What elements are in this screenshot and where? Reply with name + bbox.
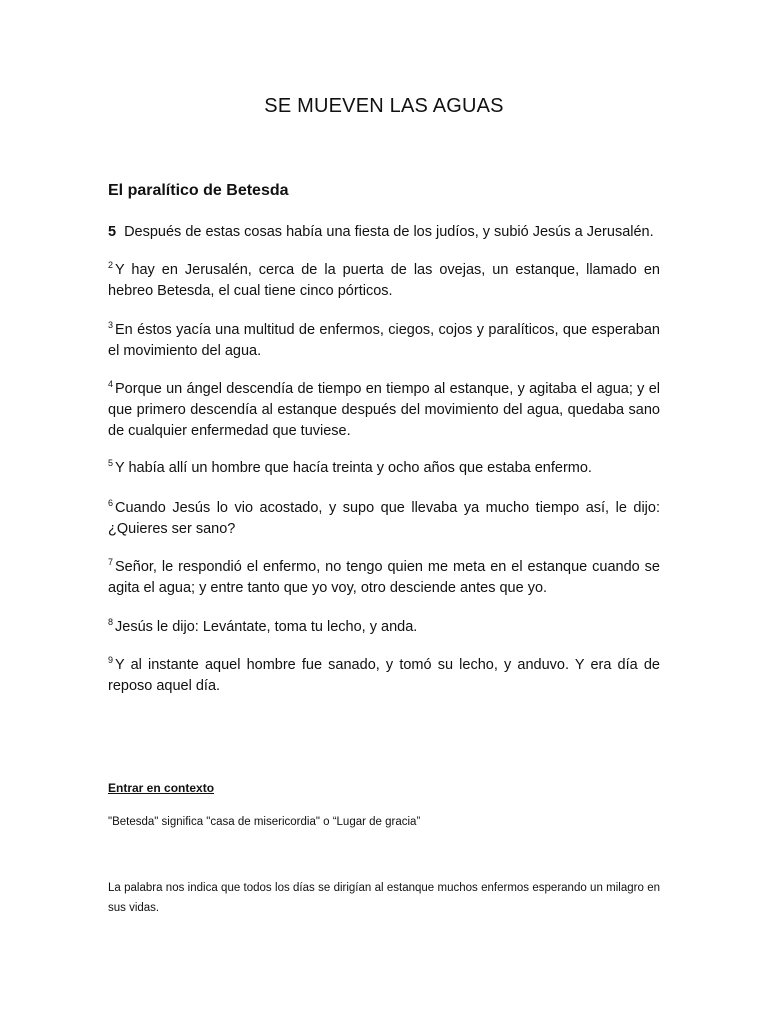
verse-text: Y había allí un hombre que hacía treinta y ocho años que estaba enfermo. [115, 460, 592, 476]
page-title: SE MUEVEN LAS AGUAS [264, 95, 504, 117]
verse-4 [108, 379, 660, 442]
verse-7 [108, 557, 660, 599]
verse-1 [108, 222, 660, 243]
verse-number: 9 [108, 655, 114, 666]
section-heading: El paralítico de Betesda [108, 182, 289, 199]
verse-number: 4 [108, 379, 114, 390]
verse-number: 5 [108, 224, 117, 240]
verse-9 [108, 655, 660, 697]
verse-6 [108, 498, 660, 540]
verse-text: Y hay en Jerusalén, cerca de la puerta de las ovejas, un estanque, llamado en hebreo Betesda, el cual tiene cinco pórticos. [108, 262, 660, 299]
context-heading: Entrar en contexto [108, 781, 215, 795]
verse-text: Cuando Jesús lo vio acostado, y supo que llevaba ya mucho tiempo así, le dijo: ¿Quieres ser sano? [108, 500, 660, 537]
note-betesda-meaning: "Betesda" significa "casa de misericordia" o “Lugar de gracia” [108, 816, 421, 828]
verse-number: 2 [108, 260, 114, 271]
verse-text: En éstos yacía una multitud de enfermos, ciegos, cojos y paralíticos, que esperaban el movimiento del agua. [108, 322, 660, 359]
verse-text: Después de estas cosas había una fiesta de los judíos, y subió Jesús a Jerusalén. [124, 224, 654, 240]
verse-number: 7 [108, 557, 114, 568]
verse-2 [108, 260, 660, 302]
verse-text: Y al instante aquel hombre fue sanado, y tomó su lecho, y anduvo. Y era día de reposo aquel día. [108, 657, 660, 694]
verse-8 [108, 617, 660, 638]
note-paragraph: La palabra nos indica que todos los días se dirigían al estanque muchos enfermos esperando un milagro en sus vidas. [108, 882, 660, 914]
verse-text: Jesús le dijo: Levántate, toma tu lecho, y anda. [115, 619, 418, 635]
verse-number: 5 [108, 458, 114, 469]
verse-number: 6 [108, 498, 114, 509]
verse-number: 8 [108, 617, 114, 628]
verse-text: Señor, le respondió el enfermo, no tengo quien me meta en el estanque cuando se agita el agua; y entre tanto que yo voy, otro desciende antes que yo. [108, 559, 660, 596]
verse-3 [108, 320, 660, 362]
verse-5 [108, 458, 660, 479]
verse-number: 3 [108, 320, 114, 331]
verse-text: Porque un ángel descendía de tiempo en tiempo al estanque, y agitaba el agua; y el que primero descendía al estanque después del movimiento del agua, quedaba sano de cualquier enfermedad que tuviese. [108, 381, 660, 439]
